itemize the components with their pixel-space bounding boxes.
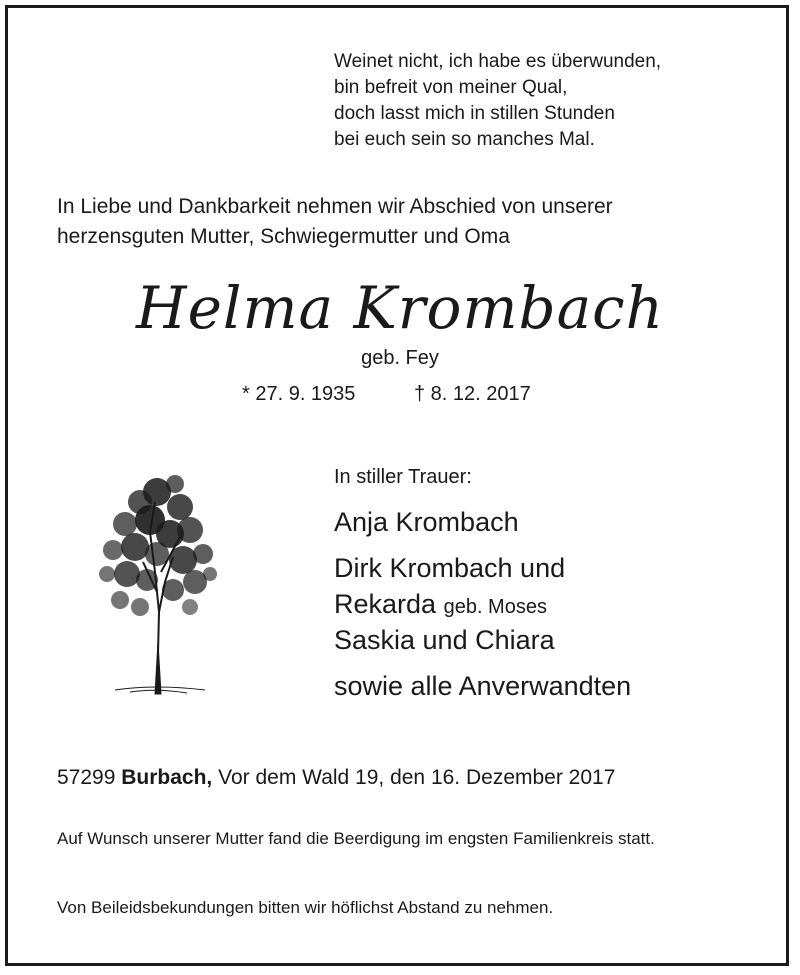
address-line (57, 766, 615, 790)
tree-illustration (95, 462, 225, 698)
deceased-name: Helma Krombach (136, 274, 664, 342)
mourning-heading: In stiller Trauer: (334, 466, 472, 488)
mourner-line: Saskia und Chiara (334, 625, 555, 655)
town: Burbach, (121, 766, 213, 789)
funeral-note: Auf Wunsch unserer Mutter fand die Beerdigung im engsten Familienkreis statt. (57, 829, 655, 848)
poem (334, 49, 661, 153)
poem-line: bei euch sein so manches Mal. (334, 129, 595, 150)
postcode: 57299 (57, 766, 116, 789)
address-rest: Vor dem Wald 19, den 16. Dezember 2017 (218, 766, 616, 789)
mourner-line: Dirk Krombach und (334, 553, 566, 583)
death-date: † 8. 12. 2017 (414, 383, 531, 405)
intro-line: In Liebe und Dankbarkeit nehmen wir Abschied von unserer (57, 195, 613, 218)
mourner-line (334, 589, 547, 620)
mourner-line: sowie alle Anverwandten (334, 671, 632, 701)
poem-line: Weinet nicht, ich habe es überwunden, (334, 51, 662, 72)
birth-date: * 27. 9. 1935 (242, 383, 356, 405)
mourner-name: Rekarda (334, 589, 437, 619)
maiden-name: geb. Fey (361, 347, 439, 369)
intro-line: herzensguten Mutter, Schwiegermutter und Oma (57, 225, 510, 248)
poem-line: bin befreit von meiner Qual, (334, 77, 568, 98)
mourner-line: Anja Krombach (334, 507, 519, 537)
poem-line: doch lasst mich in stillen Stunden (334, 103, 615, 124)
condolence-note: Von Beileidsbekundungen bitten wir höflichst Abstand zu nehmen. (57, 898, 554, 917)
mourner-maiden-name: geb. Moses (443, 596, 547, 618)
intro-text (57, 192, 747, 252)
